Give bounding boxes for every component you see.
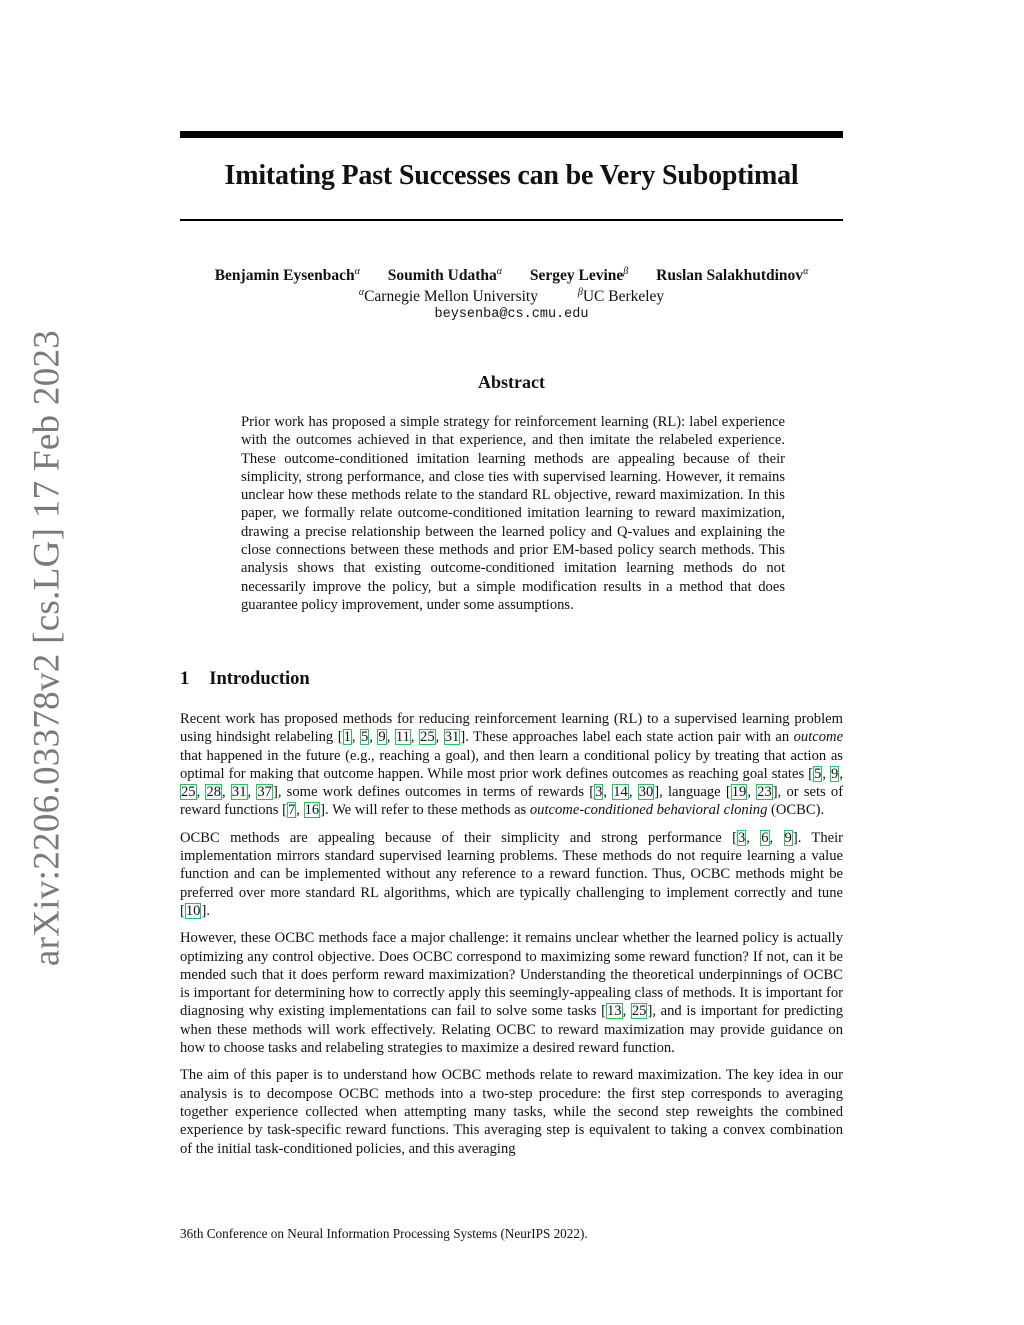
- citation-link[interactable]: 37: [257, 784, 272, 801]
- citation-link[interactable]: 9: [378, 729, 386, 746]
- section-number: 1: [180, 669, 190, 689]
- section-heading: [180, 669, 310, 690]
- citation-link[interactable]: 19: [731, 784, 747, 801]
- section-title: Introduction: [209, 669, 310, 689]
- body-text: [180, 710, 843, 1167]
- citation-link[interactable]: 10: [185, 902, 201, 919]
- citation-link[interactable]: 1: [343, 729, 351, 746]
- footnote: 36th Conference on Neural Information Processing Systems (NeurIPS 2022).: [180, 1226, 588, 1241]
- citation-link[interactable]: 3: [595, 784, 603, 801]
- citation-link[interactable]: 6: [761, 829, 769, 846]
- paper-title: Imitating Past Successes can be Very Suboptimal: [224, 160, 799, 191]
- paragraph: Recent work has proposed methods for reducing reinforcement learning (RL) to a supervised learning problem using hindsight relabeling [1, 5, 9, 11, 25, 31]. These approaches label each state action pair with an outcome that happened in the future (e.g., reaching a goal), and then learn a conditional policy by treating that action as optimal for making that outcome happen. While most prior work defines outcomes as reaching goal states [5, 9, 25, 28, 31, 37], some work defines outcomes in terms of rewards [3, 14, 30], language [19, 23], or sets of reward functions [7, 16]. We will refer to these methods as outcome-conditioned behavioral cloning (OCBC).: [180, 711, 844, 819]
- contact-email[interactable]: beysenba@cs.cmu.edu: [434, 307, 589, 322]
- citation-link[interactable]: 25: [631, 1003, 647, 1020]
- abstract-text: Prior work has proposed a simple strategy for reinforcement learning (RL): label experience with the outcomes achieved in that experience, and then imitate the relabeled experience. These outcome-conditioned imitation learning methods are appealing because of their simplicity, strong performance, and close ties with supervised learning. However, it remains unclear how these methods relate to the standard RL objective, reward maximization. In this paper, we formally relate outcome-conditioned imitation learning to reward maximization, drawing a precise relationship between the learned policy and Q-values and explaining the close connections between these methods and prior EM-based policy search methods. This analysis shows that existing outcome-conditioned imitation learning methods do not necessarily improve the policy, but a simple modification results in a method that does guarantee policy improvement, under some assumptions.: [241, 414, 785, 613]
- title-bottom-rule: [180, 219, 843, 221]
- citation-link[interactable]: 5: [360, 729, 369, 746]
- citation-link[interactable]: 16: [304, 802, 320, 819]
- author-list: [150, 266, 873, 285]
- affiliation: $^\alpha$Carnegie Mellon University: [358, 287, 538, 305]
- author: Ruslan Salakhutdinov$^\alpha$: [656, 266, 809, 284]
- citation-link[interactable]: 9: [831, 765, 839, 782]
- paragraph: The aim of this paper is to understand how OCBC methods relate to reward maximization. The key idea in our analysis is to decompose OCBC methods into a two-step procedure: the first step corresponds to averaging together experience collected when attempting many tasks, while the second step reweights the combined experience by task-specific reward functions. This averaging step is equivalent to taking a convex combination of the initial task-conditioned policies, and this averaging: [180, 1067, 843, 1157]
- citation-link[interactable]: 11: [395, 729, 410, 746]
- abstract-heading: Abstract: [478, 372, 545, 392]
- paragraph: However, these OCBC methods face a major challenge: it remains unclear whether the learned policy is actually optimizing any control objective. Does OCBC correspond to maximizing some reward function? If not, can it be mended such that it does perform reward maximization? Understanding the theoretical underpinnings of OCBC is important for determining how to correctly apply this seemingly-appealing class of methods. It is important for diagnosing why existing implementations can fail to solve some tasks [13, 25], and is important for predicting when these methods will work effectively. Relating OCBC to reward maximization may provide guidance on how to choose tasks and relabeling strategies to maximize a desired reward function.: [180, 930, 844, 1057]
- citation-link[interactable]: 25: [420, 729, 435, 746]
- citation-link[interactable]: 9: [784, 829, 792, 846]
- citation-link[interactable]: 13: [606, 1003, 622, 1020]
- title-top-rule: [180, 131, 843, 138]
- paragraph: OCBC methods are appealing because of their simplicity and strong performance [3, 6, 9]. Their implementation mirrors standard supervised learning problems. These methods do not require learning a value function and can be implemented without any reference to a reward function. Thus, OCBC methods might be preferred over more standard RL algorithms, which are typically challenging to implement correctly and tune [10].: [180, 829, 844, 919]
- arxiv-stamp: arXiv:2206.03378v2 [cs.LG] 17 Feb 2023: [26, 329, 68, 967]
- author: Soumith Udatha$^\alpha$: [387, 266, 502, 284]
- author: Benjamin Eysenbach$^\alpha$: [214, 266, 360, 284]
- citation-link[interactable]: 14: [613, 784, 628, 801]
- citation-link[interactable]: 5: [814, 765, 822, 782]
- citation-link[interactable]: 31: [444, 729, 460, 746]
- citation-link[interactable]: 28: [206, 784, 222, 801]
- citation-link[interactable]: 30: [638, 784, 654, 801]
- author: Sergey Levine$^\beta$: [529, 266, 629, 284]
- citation-link[interactable]: 31: [231, 784, 247, 801]
- affiliations: [180, 287, 843, 306]
- citation-link[interactable]: 7: [287, 802, 296, 819]
- citation-link[interactable]: 23: [757, 784, 772, 801]
- citation-link[interactable]: 3: [737, 829, 746, 846]
- affiliation: $^\beta$UC Berkeley: [577, 287, 665, 305]
- citation-link[interactable]: 25: [181, 784, 196, 801]
